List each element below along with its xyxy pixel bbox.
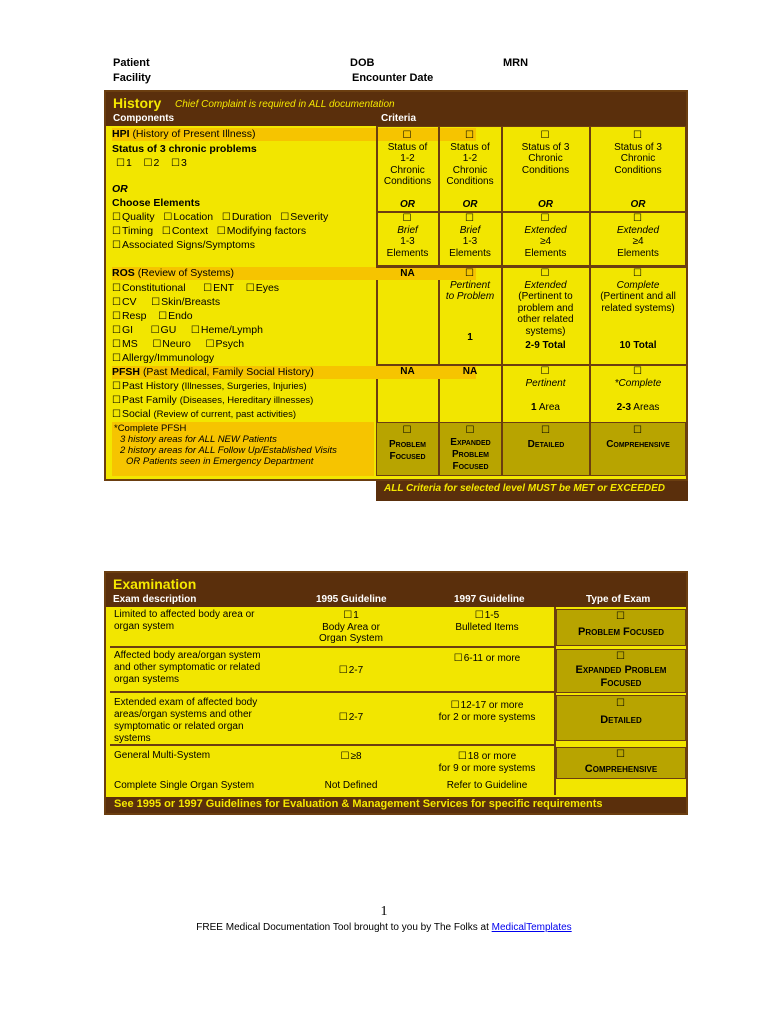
ros-count: 10 Total — [619, 340, 657, 351]
single-organ-desc: Complete Single Organ System — [114, 780, 255, 791]
criteria-checkbox — [541, 268, 551, 279]
criteria-checkbox — [458, 751, 468, 762]
exam-1995-cell[interactable]: ☐ 2-7 — [286, 712, 416, 724]
col-type-of-exam: Type of Exam — [586, 594, 651, 605]
single-organ-1995: Not Defined — [324, 780, 378, 791]
pfsh-label: PFSH — [112, 366, 141, 378]
mrn-label: MRN — [503, 57, 529, 69]
note-line: 2 history areas for ALL Follow Up/Established Visits — [120, 445, 337, 456]
exam-1995-cell[interactable]: ☐ ≥8 — [286, 751, 416, 763]
exam-row-desc: Affected body area/organ system and other symptomatic or related organ systems — [114, 650, 261, 685]
pfsh-checkbox[interactable]: ☐ Past History — [112, 380, 179, 392]
exam-1997-cell[interactable]: ☐ 6-11 or more — [424, 653, 550, 665]
hpi-element-checkbox[interactable]: ☐ Associated Signs/Symptoms — [112, 239, 255, 251]
hpi-status-option[interactable]: ☐ 1 — [116, 157, 132, 169]
criteria-checkbox — [475, 610, 485, 621]
level-checkbox — [616, 749, 626, 760]
exam-1997-cell[interactable]: ☐ 12-17 or more for 2 or more systems — [424, 700, 550, 723]
hpi-criteria-cell[interactable]: ☐ Brief 1-3 Elements — [439, 213, 501, 259]
encounter-date-label: Encounter Date — [352, 72, 434, 84]
exam-row-desc: Extended exam of affected body areas/organ systems and other symptomatic or related organ systems — [114, 697, 258, 744]
ros-checkbox[interactable]: ☐ ENT — [203, 282, 234, 294]
ros-row — [112, 295, 220, 310]
exam-type-label: Detailed — [600, 714, 642, 726]
exam-1997-cell[interactable]: ☐ 1-5 Bulleted Items — [424, 610, 550, 633]
exam-type-label: Comprehensive — [584, 763, 658, 775]
note-line: OR Patients seen in Emergency Department — [126, 456, 314, 467]
hpi-label-rest: (History of Present Illness) — [132, 128, 256, 140]
ros-label-rest: (Review of Systems) — [137, 267, 234, 279]
ros-checkbox[interactable]: ☐ Constitutional — [112, 282, 186, 294]
criteria-requirement-text: ALL Criteria for selected level MUST be MET or EXCEEDED — [384, 483, 665, 494]
ros-checkbox[interactable]: ☐ Psych — [205, 338, 244, 350]
page-footer — [0, 922, 768, 933]
hpi-elements-row — [112, 224, 306, 239]
hpi-elements-row — [112, 210, 328, 225]
hpi-status-option[interactable]: ☐ 3 — [171, 157, 187, 169]
level-label: Problem Focused — [388, 439, 426, 462]
hpi-label: HPI — [112, 128, 130, 140]
pfsh-checkbox[interactable]: ☐ Past Family — [112, 394, 177, 406]
criteria-checkbox — [541, 130, 551, 141]
ros-checkbox[interactable]: ☐ MS — [112, 338, 138, 350]
hpi-criteria-cell[interactable]: ☐ Status of 1-2 Chronic Conditions — [439, 130, 501, 188]
ros-checkbox[interactable]: ☐ Allergy/Immunology — [112, 352, 214, 364]
hpi-element-checkbox[interactable]: ☐ Location — [163, 211, 213, 223]
level-label: Detailed — [527, 439, 565, 450]
criteria-label: Criteria — [381, 113, 417, 124]
hpi-criteria-cell[interactable]: ☐ Extended ≥4 Elements — [590, 213, 686, 259]
ros-row — [112, 337, 244, 352]
hpi-criteria-cell[interactable]: ☐ Status of 1-2 Chronic Conditions — [377, 130, 438, 188]
pfsh-item-desc: (Review of current, past activities) — [153, 409, 297, 420]
ros-checkbox[interactable]: ☐ Resp — [112, 310, 146, 322]
exam-1995-cell[interactable]: ☐ 1 Body Area or Organ System — [286, 610, 416, 645]
hpi-or: OR — [112, 183, 128, 195]
hpi-status-options — [116, 156, 187, 171]
criteria-checkbox — [633, 366, 643, 377]
history-subtitle: Chief Complaint is required in ALL documentation — [175, 99, 395, 110]
criteria-checkbox — [465, 130, 475, 141]
level-checkbox — [466, 425, 476, 436]
exam-header-bar — [106, 573, 686, 607]
pfsh-item-desc: (Diseases, Hereditary illnesses) — [179, 395, 314, 406]
exam-title: Examination — [113, 576, 197, 592]
note-line: *Complete PFSH — [114, 423, 187, 434]
ros-checkbox[interactable]: ☐ GI — [112, 324, 133, 336]
criteria-checkbox — [633, 213, 643, 224]
exam-1997-cell[interactable]: ☐ 18 or more for 9 or more systems — [424, 751, 550, 774]
hpi-status-option[interactable]: ☐ 2 — [143, 157, 159, 169]
row-separator — [110, 691, 554, 693]
ros-checkbox[interactable]: ☐ Endo — [158, 310, 193, 322]
criteria-or: OR — [400, 199, 415, 210]
criteria-checkbox — [403, 213, 413, 224]
ros-checkbox[interactable]: ☐ CV — [112, 296, 137, 308]
pfsh-na: NA — [400, 366, 415, 377]
hpi-criteria-cell[interactable]: ☐ Extended ≥4 Elements — [502, 213, 589, 259]
level-checkbox — [616, 651, 626, 662]
pfsh-na: NA — [462, 366, 478, 377]
criteria-checkbox — [339, 665, 349, 676]
hpi-element-checkbox[interactable]: ☐ Modifying factors — [217, 225, 306, 237]
exam-footer-bar — [106, 797, 686, 813]
medicaltemplates-link[interactable]: MedicalTemplates — [491, 922, 572, 933]
page-number: 1 — [380, 904, 388, 919]
criteria-checkbox — [343, 610, 353, 621]
hpi-element-checkbox[interactable]: ☐ Duration — [222, 211, 272, 223]
level-checkbox — [541, 425, 551, 436]
exam-row-desc: General Multi-System — [114, 750, 211, 761]
ros-count: 1 — [467, 332, 473, 343]
hpi-element-checkbox[interactable]: ☐ Quality — [112, 211, 155, 223]
ros-row — [112, 281, 279, 296]
level-comprehensive[interactable] — [590, 422, 686, 476]
level-checkbox — [633, 425, 643, 436]
ros-criteria-cell[interactable]: ☐ Extended (Pertinent to problem and other related systems) — [502, 268, 589, 337]
exam-1995-cell[interactable]: ☐ 2-7 — [286, 665, 416, 677]
exam-footer-text: See 1995 or 1997 Guidelines for Evaluation & Management Services for specific requirements — [114, 798, 603, 810]
hpi-element-checkbox[interactable]: ☐ Severity — [280, 211, 328, 223]
pfsh-item-desc: (Illnesses, Surgeries, Injuries) — [181, 381, 307, 392]
criteria-checkbox — [339, 712, 349, 723]
pfsh-item[interactable] — [112, 379, 307, 394]
level-label: Expanded Problem Focused — [450, 437, 491, 472]
ros-criteria-cell[interactable]: ☐ Complete (Pertinent and all related systems) — [590, 268, 686, 314]
level-checkbox — [616, 611, 626, 622]
note-line: 3 history areas for ALL NEW Patients — [120, 434, 277, 445]
single-organ-1997: Refer to Guideline — [446, 780, 528, 791]
criteria-checkbox — [340, 751, 350, 762]
criteria-checkbox — [633, 130, 643, 141]
level-expanded-problem-focused[interactable] — [439, 422, 502, 476]
hpi-criteria-cell[interactable]: ☐ Brief 1-3 Elements — [377, 213, 438, 259]
hpi-criteria-cell[interactable]: ☐ Status of 3 Chronic Conditions — [590, 130, 686, 176]
ros-count: 2-9 Total — [525, 340, 566, 351]
history-header-bar — [106, 92, 686, 126]
pfsh-count: 1 Area — [531, 402, 560, 413]
hpi-status-line: Status of 3 chronic problems — [112, 143, 257, 155]
criteria-checkbox — [633, 268, 643, 279]
history-title: History — [113, 95, 162, 111]
exam-type-label: Problem Focused — [577, 626, 664, 638]
pfsh-label-rest: (Past Medical, Family Social History) — [142, 366, 314, 378]
level-detailed[interactable] — [502, 422, 590, 476]
row-separator — [110, 646, 554, 648]
ros-na: NA — [400, 268, 415, 279]
history-panel — [104, 90, 688, 481]
dob-label: DOB — [350, 57, 375, 69]
criteria-checkbox — [465, 213, 475, 224]
pfsh-item[interactable] — [112, 407, 296, 422]
col-1995-guideline: 1995 Guideline — [316, 594, 387, 605]
ros-checkbox[interactable]: ☐ Eyes — [246, 282, 279, 294]
pfsh-count: 2-3 Areas — [616, 402, 660, 413]
ros-checkbox[interactable]: ☐ Heme/Lymph — [191, 324, 263, 336]
footer-text: FREE Medical Documentation Tool brought to you by The Folks at — [196, 922, 492, 933]
exam-row-desc: Limited to affected body area or organ system — [114, 609, 255, 632]
ros-label: ROS — [112, 267, 135, 279]
criteria-checkbox — [454, 653, 464, 664]
level-label: Comprehensive — [606, 439, 670, 450]
col-exam-description: Exam description — [113, 594, 197, 605]
patient-label: Patient — [113, 57, 150, 69]
pfsh-item[interactable] — [112, 393, 313, 408]
ros-criteria-cell[interactable]: ☐ Pertinent to Problem — [439, 268, 501, 303]
pfsh-checkbox[interactable]: ☐ Social — [112, 408, 151, 420]
exam-type-expanded-problem-focused[interactable] — [556, 649, 686, 693]
pfsh-criteria-cell[interactable]: ☐ Pertinent — [502, 366, 589, 389]
ros-row — [112, 351, 214, 366]
level-checkbox — [616, 698, 626, 709]
criteria-checkbox — [541, 366, 551, 377]
level-problem-focused[interactable] — [376, 422, 439, 476]
criteria-checkbox — [465, 268, 475, 279]
ros-checkbox[interactable]: ☐ Neuro — [152, 338, 191, 350]
criteria-checkbox — [451, 700, 461, 711]
ros-checkbox[interactable]: ☐ GU — [151, 324, 177, 336]
criteria-or: OR — [538, 199, 553, 210]
pfsh-notes — [112, 422, 374, 476]
exam-type-detailed[interactable] — [556, 695, 686, 741]
exam-type-label: Expanded Problem Focused — [575, 664, 667, 689]
hpi-criteria-cell[interactable]: ☐ Status of 3 Chronic Conditions — [502, 130, 589, 176]
ros-row — [112, 323, 263, 338]
exam-panel — [104, 571, 688, 815]
criteria-or: OR — [462, 199, 478, 210]
level-checkbox — [403, 425, 413, 436]
criteria-requirement-bar — [376, 481, 688, 501]
components-label: Components — [113, 113, 175, 124]
exam-type-problem-focused[interactable] — [556, 609, 686, 646]
criteria-checkbox — [541, 213, 551, 224]
col-1997-guideline: 1997 Guideline — [454, 594, 525, 605]
criteria-or: OR — [630, 199, 646, 210]
ros-row — [112, 309, 193, 324]
hpi-element-checkbox[interactable]: ☐ Context — [162, 225, 208, 237]
exam-type-comprehensive[interactable] — [556, 747, 686, 779]
pfsh-criteria-cell[interactable]: ☐ *Complete — [590, 366, 686, 389]
ros-checkbox[interactable]: ☐ Skin/Breasts — [151, 296, 220, 308]
hpi-elements-row — [112, 238, 255, 253]
choose-elements-label: Choose Elements — [112, 197, 201, 209]
facility-label: Facility — [113, 72, 151, 84]
hpi-element-checkbox[interactable]: ☐ Timing — [112, 225, 153, 237]
criteria-checkbox — [403, 130, 413, 141]
